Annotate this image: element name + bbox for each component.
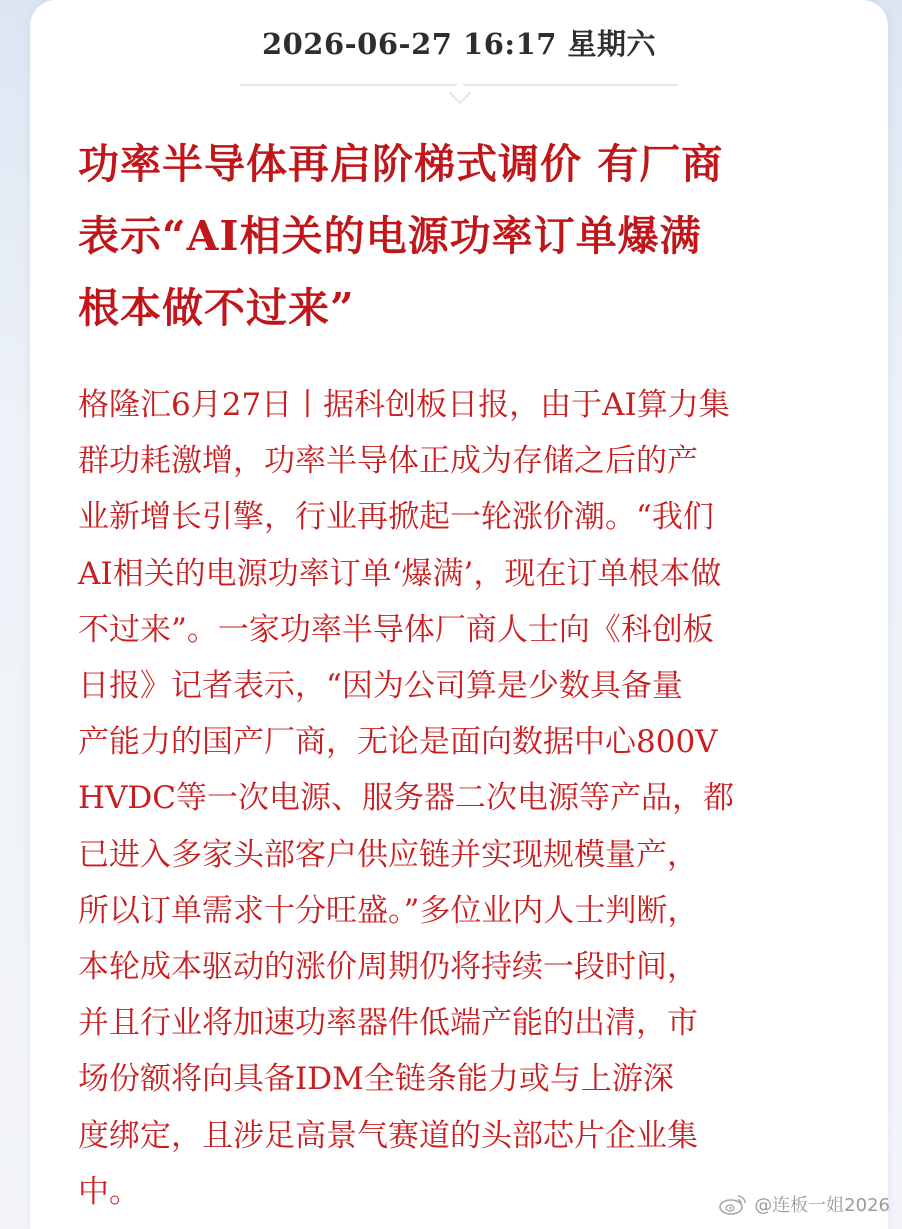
article-body [78,377,868,1220]
weibo-watermark [718,1191,890,1217]
body-line: 并且行业将加速功率器件低端产能的出清，市 [78,1005,698,1042]
article-headline [78,128,878,344]
body-line: 群功耗激增，功率半导体正成为存储之后的产 [78,443,698,480]
body-line: 已进入多家头部客户供应链并实现规模量产， [78,836,698,873]
body-line: 日报》记者表示，“因为公司算是少数具备量 [78,668,683,705]
body-line: 格隆汇6月27日丨据科创板日报，由于AI算力集 [78,387,730,423]
body-line: 中。 [78,1173,140,1210]
headline-line: 表示“AI相关的电源功率订单爆满 [78,212,702,260]
body-line: 度绑定，且涉足高景气赛道的头部芯片企业集 [78,1117,698,1154]
watermark-handle: @连板一姐2026 [754,1195,890,1216]
weibo-logo-icon [718,1193,748,1215]
body-line: AI相关的电源功率订单‘爆满’，现在订单根本做 [78,555,722,592]
date-time-line: 2026-06-27 16:17 星期六 [261,27,657,61]
article-card [30,0,888,1229]
body-line: 场份额将向具备IDM全链条能力或与上游深 [78,1061,674,1098]
body-line: 所以订单需求十分旺盛。”多位业内人士判断， [78,892,699,929]
body-line: HVDC等一次电源、服务器二次电源等产品，都 [78,780,734,817]
body-line: 不过来”。一家功率半导体厂商人士向《科创板 [78,611,714,648]
body-line: 业新增长引擎，行业再掀起一轮涨价潮。“我们 [78,499,714,536]
body-line: 本轮成本驱动的涨价周期仍将持续一段时间， [78,949,698,986]
headline-line: 功率半导体再启阶梯式调价 有厂商 [78,140,724,188]
body-line: 产能力的国产厂商，无论是面向数据中心800V [78,724,718,761]
headline-line: 根本做不过来” [78,284,355,332]
